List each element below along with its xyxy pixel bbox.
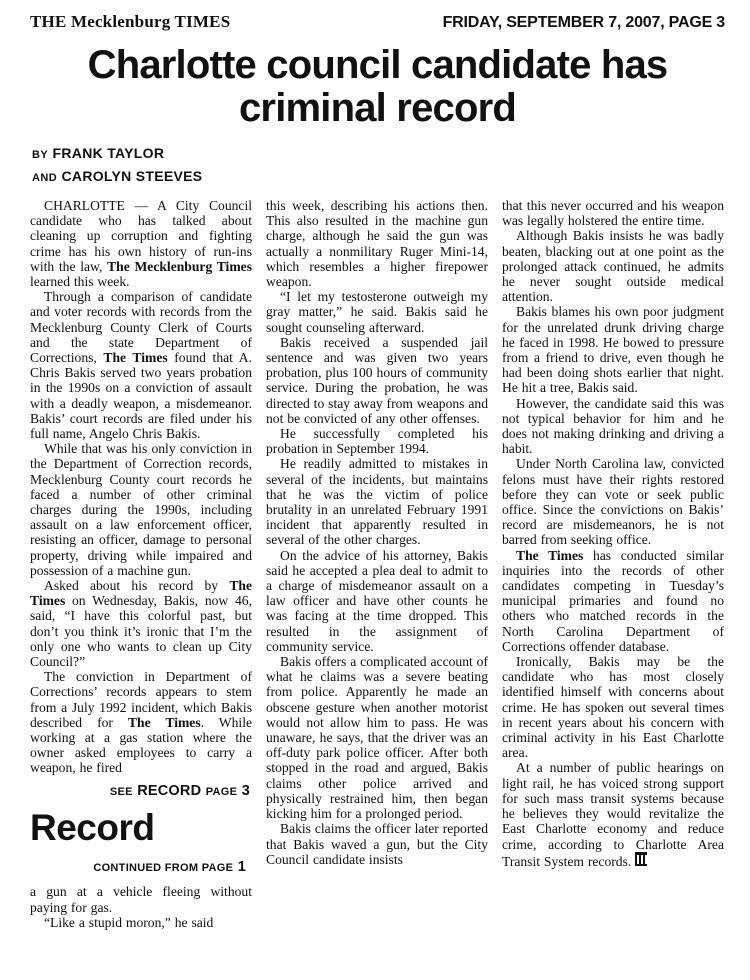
paragraph: However, the candidate said this was not typical behavior for him and he does not making drinking and driving a habit. xyxy=(502,395,724,457)
paragraph: The Times has conducted similar inquiries into the records of other candidates competing in Tuesday’s municipal primaries and found no others who matched records in the North Carolina Department of Corrections offender database. xyxy=(502,547,724,654)
column-1-top-paragraphs xyxy=(30,198,252,776)
jump-see-label: SEE xyxy=(109,785,133,798)
paragraph: Bakis claims the officer later reported that Bakis waved a gun, but the City Council candidate insists xyxy=(266,821,488,867)
article-end-icon xyxy=(635,852,647,866)
paragraph: Bakis blames his own poor judgment for the unrelated drunk driving charge he faced in 1998. He bowed to pressure from a friend to drive, even though he had been doing shots earlier that night. He hit a tree, Bakis said. xyxy=(502,304,724,396)
paragraph: Although Bakis insists he was badly beaten, blacking out at one point as the prolonged attack continued, he admits he never sought outside medical attention. xyxy=(502,228,724,305)
continued-label: CONTINUED FROM PAGE xyxy=(93,862,234,875)
column-1 xyxy=(30,198,252,930)
paragraph: CHARLOTTE — A City Council candidate who has talked about cleaning up corruption and fighting crime has his own history of run-ins with the law, The Mecklenburg Times learned this week. xyxy=(30,197,252,289)
paragraph: The conviction in Department of Corrections’ records appears to stem from a July 1992 incident, which Bakis described for The Times. While working at a gas station where the owner asked employees to carry a weapon, he fired xyxy=(30,669,252,776)
masthead xyxy=(30,12,725,32)
byline-line-1 xyxy=(32,142,725,165)
byline xyxy=(32,142,725,188)
continuation-headline: Record xyxy=(30,806,155,848)
column-2 xyxy=(266,198,488,867)
paragraph: Bakis received a suspended jail sentence and was given two years probation, plus 100 hours of community service. During the probation, he was directed to stay away from weapons and not be convicted of any other offenses. xyxy=(266,334,488,426)
paragraph: Under North Carolina law, convicted felons must have their rights restored before they can vote or seek public office. Since the convictions on Bakis’ record are misdemeanors, he is not barred from seeking office. xyxy=(502,456,724,548)
paragraph: Through a comparison of candidate and voter records with records from the Mecklenburg County Clerk of Courts and the state Department of Corrections, The Times found that A. Chris Bakis served two years probation in the 1990s on a conviction of assault with a deadly weapon, a misdemeanor. Bakis’ court records are filed under his full name, Angelo Chris Bakis. xyxy=(30,289,252,442)
byline-author-2: CAROLYN STEEVES xyxy=(61,167,203,184)
jump-page-number: 3 xyxy=(241,782,250,799)
paragraph: At a number of public hearings on light rail, he has voiced strong support for such mass transit systems because he believes they would revitalize the East Charlotte economy and reduce crime, according to Charlotte Area Transit System records. xyxy=(502,760,724,869)
newspaper-name: THE Mecklenburg TIMES xyxy=(30,12,231,31)
paragraph: Ironically, Bakis may be the candidate who has most closely identified himself with concerns about crime. He has spoken out several times in recent years about his concern with criminal activity in his East Charlotte area. xyxy=(502,654,724,761)
column-1-bottom-paragraphs xyxy=(30,884,252,930)
paragraph: “I let my testosterone outweigh my gray matter,” he said. Bakis said he sought counseling afterward. xyxy=(266,289,488,335)
continued-from-line xyxy=(30,858,246,876)
jump-to-line xyxy=(30,782,250,800)
jump-slug: RECORD xyxy=(137,782,202,799)
byline-author-1: FRANK TAYLOR xyxy=(52,144,165,161)
paragraph: Bakis offers a complicated account of what he claims was a severe beating from police. Apparently he made an obscene gesture when another motorist would not allow him to pass. He was unaware, he says, that the driver was an off-duty park police officer. After both stopped in the road and argued, Bakis claims other police arrived and physically restrained him, then began kicking him for a prolonged period. xyxy=(266,654,488,822)
article-headline: Charlotte council candidate has criminal record xyxy=(87,43,668,130)
column-3 xyxy=(502,198,724,869)
byline-line-2 xyxy=(32,165,725,188)
issue-dateline: FRIDAY, SEPTEMBER 7, 2007, PAGE 3 xyxy=(442,14,725,31)
paragraph: While that was his only conviction in the Department of Correction records, Mecklenburg County court records he faced a number of other criminal charges during the 1990s, including assault on a law enforcement officer, resisting an officer, damage to personal property, driving while impaired and possession of a machine gun. xyxy=(30,441,252,578)
paragraph: Asked about his record by The Times on Wednesday, Bakis, now 46, said, “I have this colorful past, but don’t you think it’s ironic that I’m the only one who wants to clean up City Council?” xyxy=(30,578,252,670)
paragraph: He readily admitted to mistakes in several of the incidents, but maintains that he was the victim of police brutality in an unrelated February 1991 incident that apparently resulted in several of the other charges. xyxy=(266,456,488,548)
paragraph: “Like a stupid moron,” he said xyxy=(44,914,214,930)
byline-prefix-2: AND xyxy=(32,171,58,184)
paragraph: a gun at a vehicle fleeing without paying for gas. xyxy=(30,884,252,915)
paragraph: that this never occurred and his weapon was legally holstered the entire time. xyxy=(502,197,724,229)
continued-page-number: 1 xyxy=(237,859,246,876)
paragraph: He successfully completed his probation in September 1994. xyxy=(266,426,488,457)
byline-prefix: BY xyxy=(32,148,49,161)
jump-page-label: PAGE xyxy=(205,785,238,798)
article-body xyxy=(30,198,725,930)
paragraph: this week, describing his actions then. This also resulted in the machine gun charge, although he said the gun was actually a nonmilitary Ruger Mini-14, which resembles a higher firepower weapon. xyxy=(266,197,488,289)
paragraph: On the advice of his attorney, Bakis said he accepted a plea deal to admit to a charge of misdemeanor assault on a law officer and have other counts he was facing at the time dropped. This resulted in the assignment of community service. xyxy=(266,547,488,654)
